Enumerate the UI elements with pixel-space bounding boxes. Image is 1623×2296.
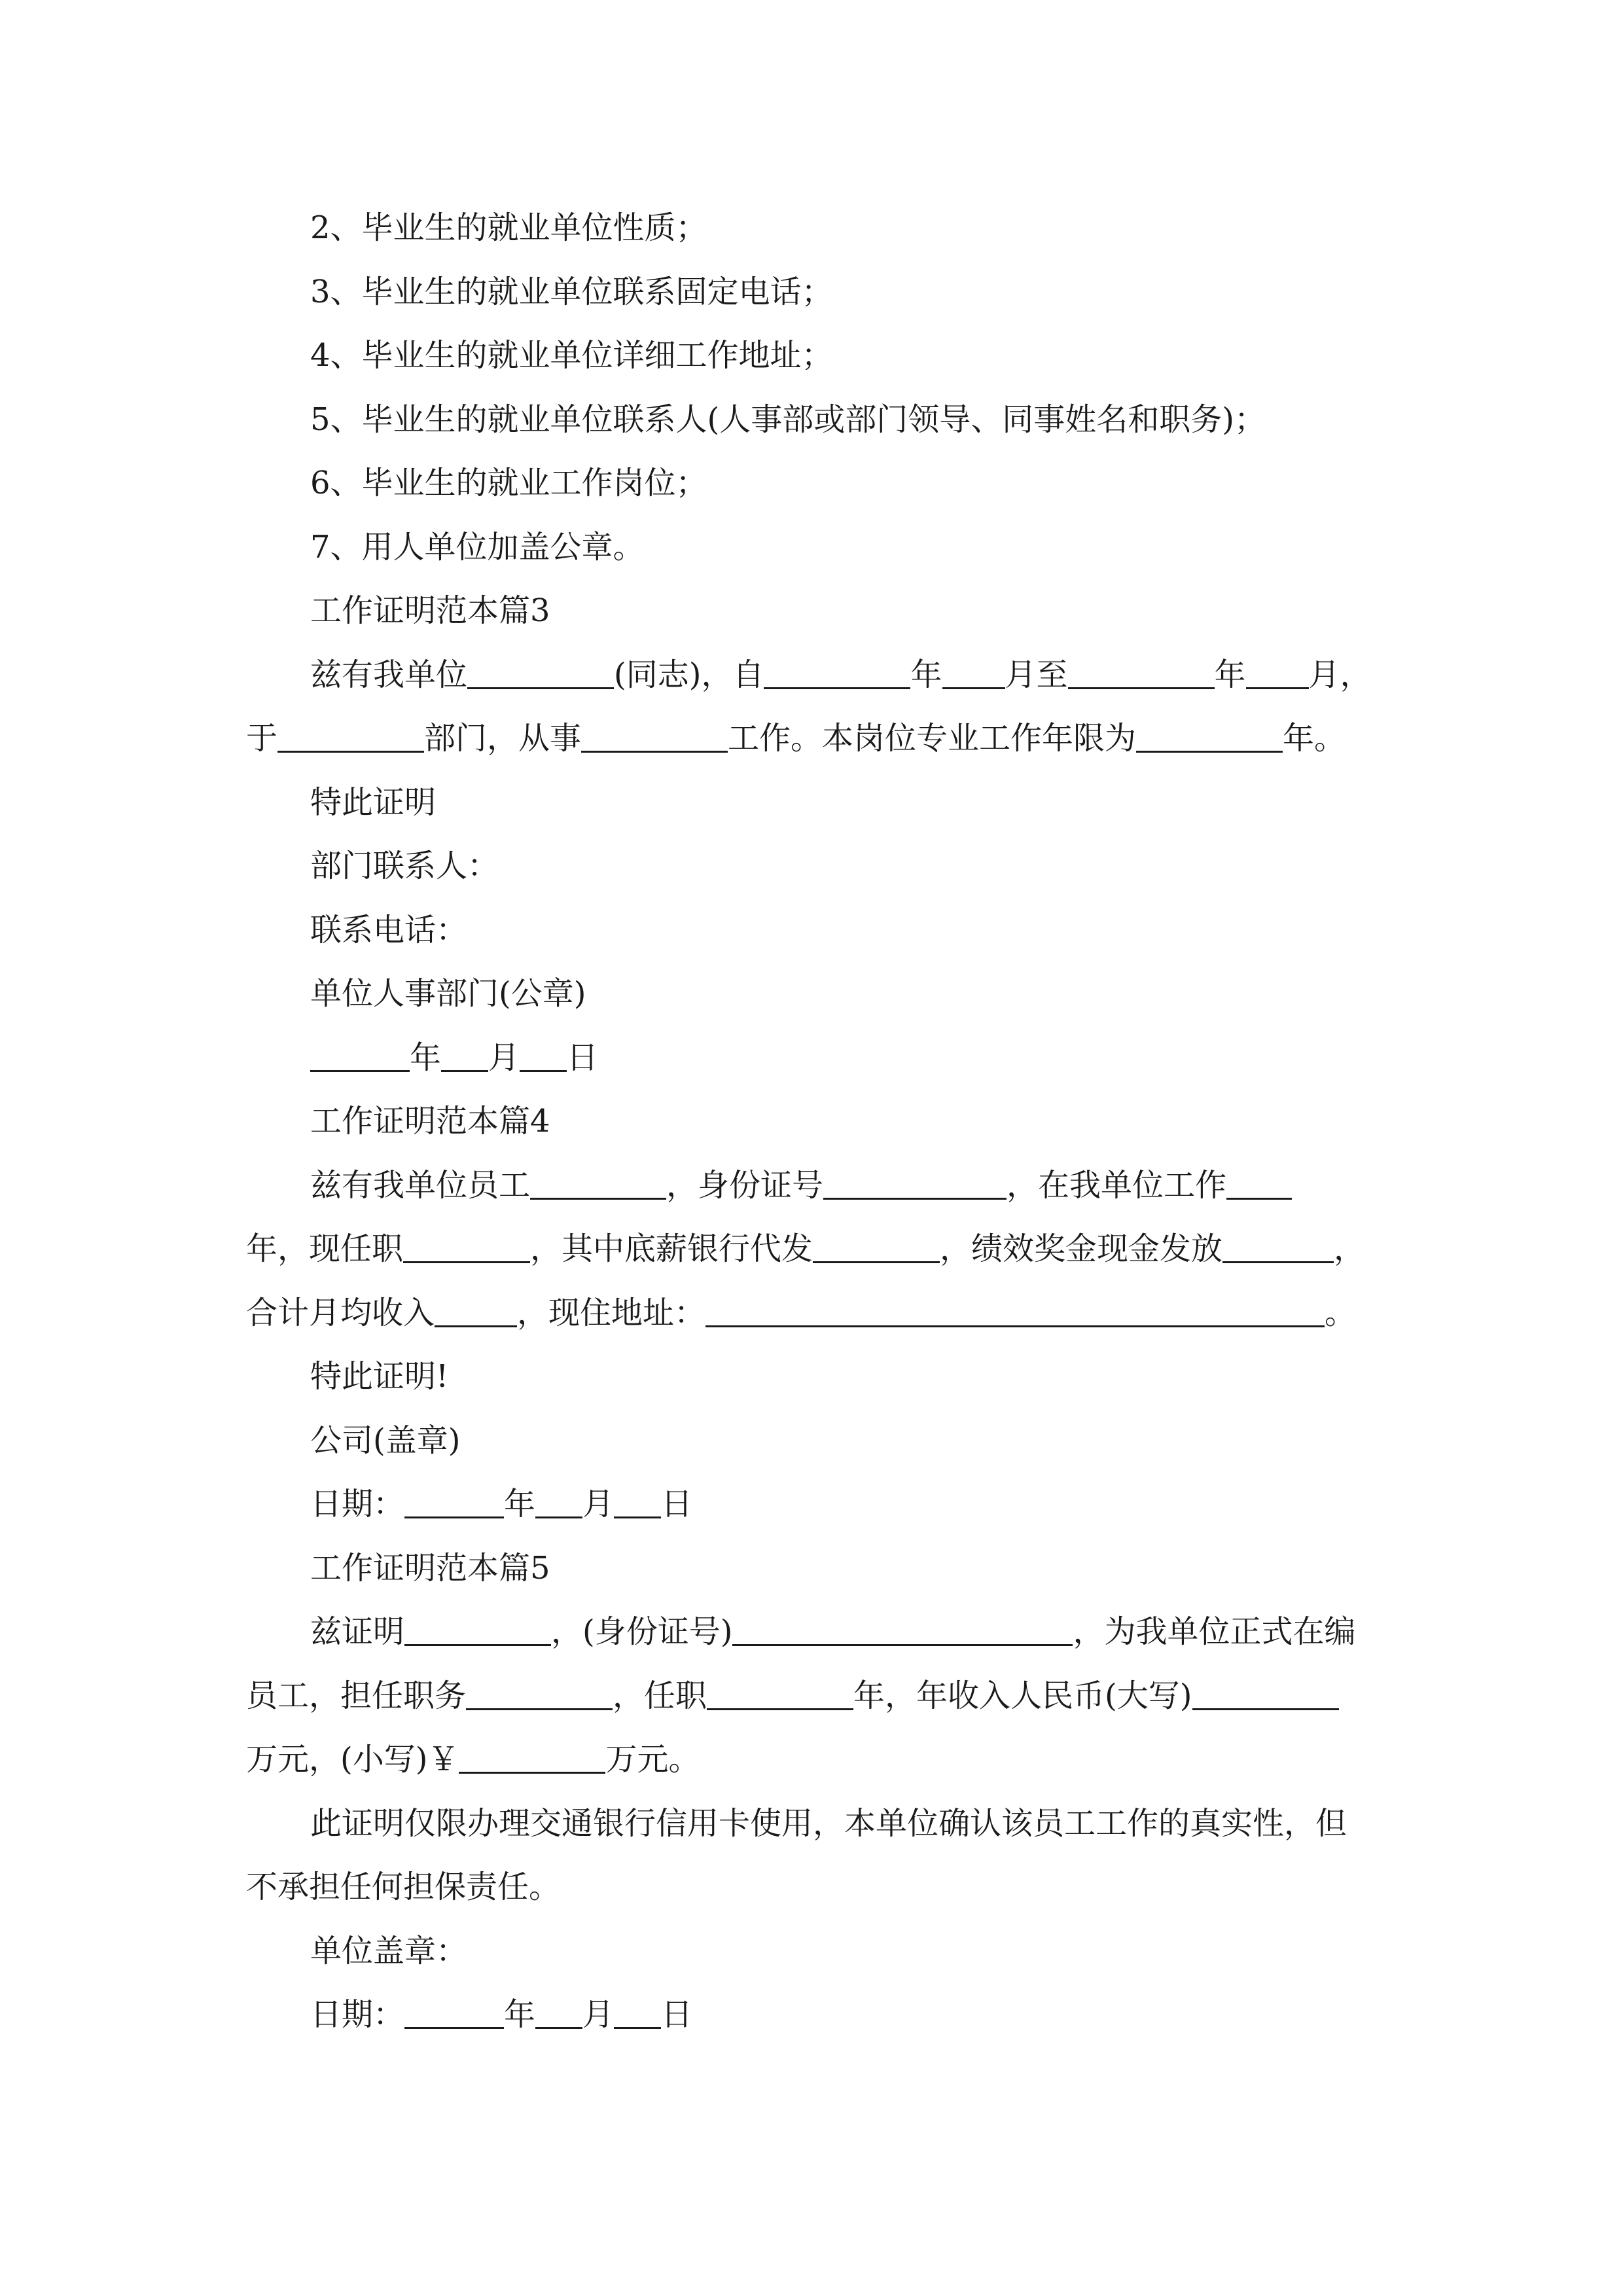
paragraph-line: 万元，(小写)￥ 万元。 (246, 1741, 700, 1778)
seal-label: 单位人事部门(公章) (310, 975, 586, 1012)
date-line: 日期： 年 月 日 (310, 1486, 693, 1522)
paragraph-line: 不承担任何担保责任。 (246, 1869, 561, 1905)
date-line: 日期： 年 月 日 (310, 1996, 693, 2033)
closing-text: 特此证明 (310, 784, 437, 821)
paragraph-line: 于 部门，从事 工作。本岗位专业工作年限为 年。 (246, 720, 1346, 757)
list-item: 7、用人单位加盖公章。 (310, 529, 645, 565)
paragraph-line: 兹有我单位 (同志)，自 年 月至 年 月， (310, 656, 1372, 693)
paragraph-line: 员工，担任职务 ，任职 年，年收入人民币(大写) (246, 1675, 1339, 1717)
seal-label: 单位盖章： (310, 1933, 468, 1969)
list-item: 2、毕业生的就业单位性质； (310, 209, 707, 246)
phone-label: 联系电话： (310, 912, 468, 948)
paragraph-line: 兹有我单位员工 ，身份证号 ，在我单位工作 (310, 1164, 1292, 1206)
paragraph-line: 合计月均收入 ，现住地址： 。 (246, 1295, 1357, 1331)
section-title: 工作证明范本篇5 (310, 1550, 550, 1587)
section-title: 工作证明范本篇4 (310, 1103, 550, 1139)
closing-text: 特此证明! (310, 1358, 449, 1395)
list-item: 6、毕业生的就业工作岗位； (310, 465, 707, 501)
contact-label: 部门联系人： (310, 848, 499, 884)
paragraph-line: 年，现任职 ，其中底薪银行代发 ，绩效奖金现金发放 ， (246, 1230, 1366, 1267)
seal-label: 公司(盖章) (310, 1422, 461, 1459)
section-title: 工作证明范本篇3 (310, 592, 550, 629)
paragraph-line: 兹证明 ，(身份证号) ，为我单位正式在编 (310, 1613, 1356, 1650)
list-item: 5、毕业生的就业单位联系人(人事部或部门领导、同事姓名和职务)； (310, 401, 1266, 438)
list-item: 4、毕业生的就业单位详细工作地址； (310, 337, 833, 374)
list-item: 3、毕业生的就业单位联系固定电话； (310, 274, 833, 310)
date-line: 年 月 日 (310, 1037, 598, 1079)
paragraph-line: 此证明仅限办理交通银行信用卡使用，本单位确认该员工工作的真实性，但 (310, 1805, 1347, 1842)
